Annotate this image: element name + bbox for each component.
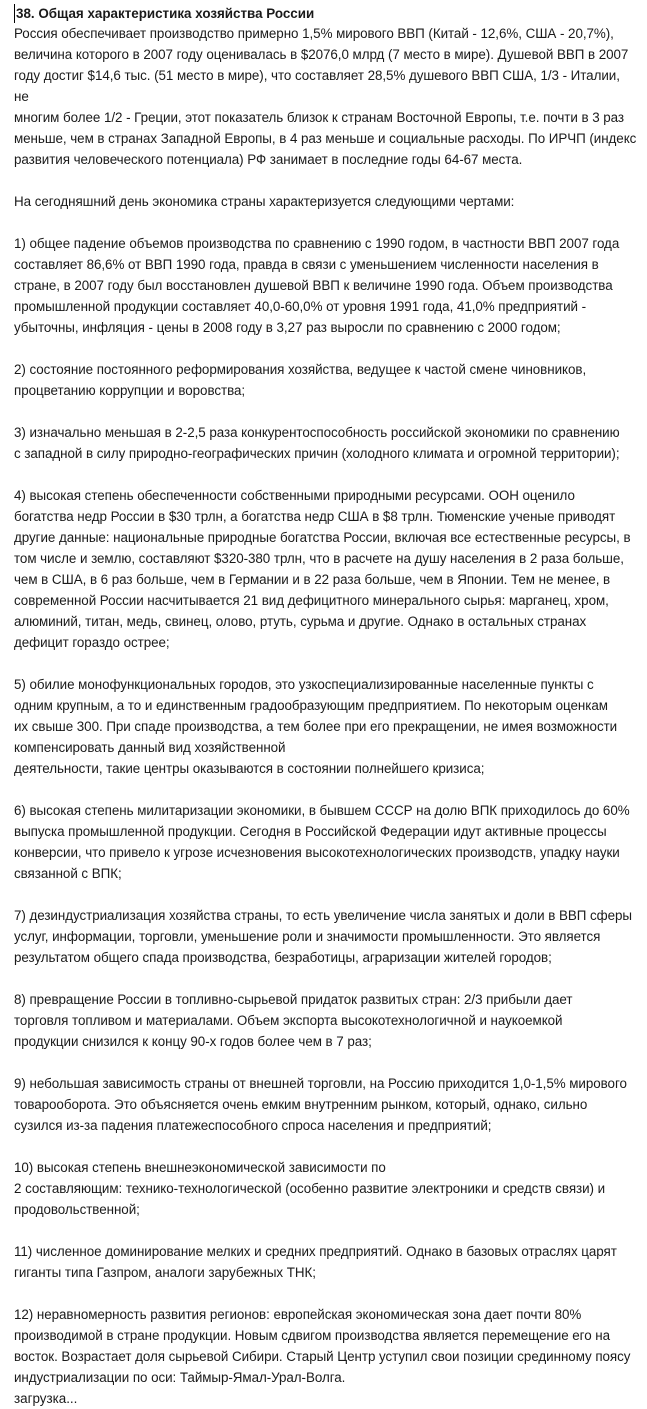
point-12-paragraph: 12) неравномерность развития регионов: европейская экономическая зона дает почти 80% производимой в стране продукции. Новым сдвигом производства является перемещение его на восток. Возрастает доля сырьевой Сибири. Старый Центр уступил свои позиции срединному поясу индустриализации по оси: Таймыр-Ямал-Урал-Волга. <box>14 1307 631 1385</box>
point-10-paragraph: 10) высокая степень внешнеэкономической зависимости по 2 составляющим: технико-технологической (особенно развитие электроники и средств связи) и продовольственной; <box>14 1160 606 1217</box>
loading-text: загрузка... <box>14 1391 78 1406</box>
point-7-paragraph: 7) дезиндустриализация хозяйства страны, то есть увеличение числа занятых и доли в ВВП сферы услуг, информации, торговли, уменьшение роли и значимости промышленности. Это является результатом общего спада производства, безработицы, аграризации жителей городов; <box>14 908 632 965</box>
lead-paragraph: На сегодняшний день экономика страны характеризуется следующими чертами: <box>14 194 515 209</box>
point-9-paragraph: 9) небольшая зависимость страны от внешней торговли, на Россию приходится 1,0-1,5% мирового товарооборота. Это объясняется очень емким внутренним рынком, который, однако, сильно сузился из-за падения платежеспособного спроса населения и предприятий; <box>14 1076 627 1133</box>
intro-paragraph: Россия обеспечивает производство примерно 1,5% мирового ВВП (Китай - 12,6%, США - 20,7%), величина которого в 2007 году оценивалась в $2076,0 млрд (7 место в мире). Душевой ВВП в 2007 году достиг $14,6 тыс. (51 место в мире), что составляет 28,5% душевого ВВП США, 1/3 - Италии, не многим более 1/2 - Греции, этот показатель близок к странам Восточной Европы, т.е. почти в 3 раз меньше, чем в странах Западной Европы, в 4 раз меньше и социальные расходы. По ИРЧП (индекс развития человеческого потенциала) РФ занимает в последние годы 64-67 места. <box>14 26 637 167</box>
point-2-paragraph: 2) состояние постоянного реформирования хозяйства, ведущее к частой смене чиновников, процветанию коррупции и воровства; <box>14 362 587 398</box>
point-1-paragraph: 1) общее падение объемов производства по сравнению с 1990 годом, в частности ВВП 2007 года составляет 86,6% от ВВП 1990 года, правда в связи с уменьшением численности населения в стране, в 2007 году был восстановлен душевой ВВП к величине 1990 года. Объем производства промышленной продукции составляет 40,0-60,0% от уровня 1991 года, 41,0% предприятий - убыточны, инфляция - цены в 2008 году в 3,27 раз выросли по сравнению с 2000 годом; <box>14 236 620 335</box>
point-4-paragraph: 4) высокая степень обеспеченности собственными природными ресурсами. ООН оценило богатства недр России в $30 трлн, а богатства недр США в $8 трлн. Тюменские ученые приводят другие данные: национальные природные богатства России, включая все естественные ресурсы, в том числе и землю, составляют $320-380 трлн, что в расчете на душу населения в 2 раза больше, чем в США, в 6 раз больше, чем в Германии и в 22 раза больше, чем в Японии. Тем не менее, в современной России насчитывается 21 вид дефицитного минерального сырья: марганец, хром, алюминий, титан, медь, свинец, олово, ртуть, сурьма и другие. Однако в остальных странах дефицит гораздо острее; <box>14 488 631 650</box>
point-11-paragraph: 11) численное доминирование мелких и средних предприятий. Однако в базовых отраслях царят гиганты типа Газпром, аналоги зарубежных ТНК; <box>14 1244 617 1280</box>
point-5-paragraph: 5) обилие монофункциональных городов, это узкоспециализированные населенные пункты с одним крупным, а то и единственным градообразующим предприятием. По некоторым оценкам их свыше 300. При спаде производства, а тем более при его прекращении, не имея возможности компенсировать данный вид хозяйственной деятельности, такие центры оказываются в состоянии полнейшего кризиса; <box>14 677 618 776</box>
point-3-paragraph: 3) изначально меньшая в 2-2,5 раза конкурентоспособность российской экономики по сравнению с западной в силу природно-географических причин (холодного климата и огромной территории); <box>14 425 620 461</box>
point-8-paragraph: 8) превращение России в топливно-сырьевой придаток развитых стран: 2/3 прибыли дает торговля топливом и материалами. Объем экспорта высокотехнологичной и наукоемкой продукции снизился к концу 90-х годов более чем в 7 раз; <box>14 992 573 1049</box>
document-title: 38. Общая характеристика хозяйства России <box>14 4 637 23</box>
point-6-paragraph: 6) высокая степень милитаризации экономики, в бывшем СССР на долю ВПК приходилось до 60% выпуска промышленной продукции. Сегодня в Российской Федерации идут активные процессы конверсии, что привело к угрозе исчезновения высокотехнологических производств, упадку науки связанной с ВПК; <box>14 803 630 881</box>
